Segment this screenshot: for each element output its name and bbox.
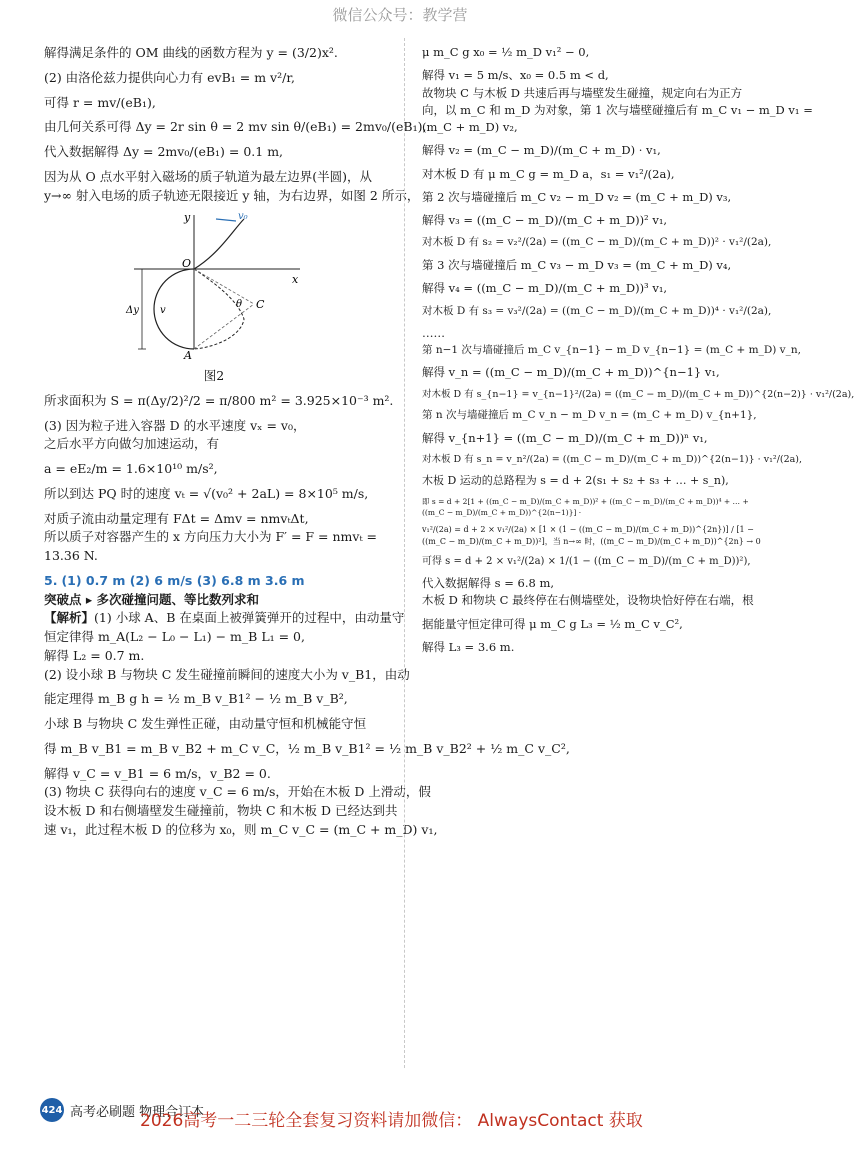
- text-line: 得 m_B v_B1 = m_B v_B2 + m_C v_C，½ m_B v_B1² = ½ m_B v_B2² + ½ m_C v_C²,: [44, 740, 570, 756]
- text-line: ……: [422, 326, 445, 341]
- text-line: 所求面积为 S = π(Δy/2)²/2 = π/800 m² = 3.925×10⁻³ m².: [44, 392, 394, 408]
- fig-label-a: A: [184, 349, 192, 363]
- text-line: 故物块 C 与木板 D 共速后再与墙壁发生碰撞，规定向右为正方: [422, 85, 743, 100]
- text-line: 对木板 D 有 s_n = v_n²/(2a) = ((m_C − m_D)/(m_C + m_D))^{2(n−1)} · v₁²/(2a),: [422, 453, 803, 465]
- right-column: [422, 38, 854, 656]
- text-line: 能定理得 m_B g h = ½ m_B v_B1² − ½ m_B v_B²,: [44, 691, 348, 707]
- text-line: (3) 因为粒子进入容器 D 的水平速度 vₓ = v₀，: [44, 417, 306, 433]
- fig-label-x: x: [292, 273, 299, 287]
- text-line: 解得 v₄ = ((m_C − m_D)/(m_C + m_D))³ v₁,: [422, 281, 668, 296]
- page-number: 424: [40, 1098, 64, 1122]
- text-line: 代入数据解得 s = 6.8 m,: [422, 576, 555, 590]
- figure-caption: 图2: [203, 368, 225, 383]
- text-line: 解得 v_n = ((m_C − m_D)/(m_C + m_D))^{n−1} v₁,: [422, 365, 720, 380]
- text-line: a = eE₂/m = 1.6×10¹⁰ m/s²,: [44, 461, 218, 476]
- question-5-answer: [44, 572, 390, 591]
- question-number: 5.: [44, 572, 58, 588]
- text-line: 代入数据解得 Δy = 2mv₀/(eB₁) = 0.1 m,: [44, 144, 284, 159]
- text-line: 13.36 N.: [44, 548, 98, 563]
- text-line: 速 v₁，此过程木板 D 的位移为 x₀，则 m_C v_C = (m_C + m_D) v₁,: [44, 821, 438, 837]
- text-line: 向，以 m_C 和 m_D 为对象，第 1 次与墙壁碰撞后有 m_C v₁ − m_D v₁ =: [422, 102, 813, 117]
- text-line: (2) 由洛伦兹力提供向心力有 evB₁ = m v²/r,: [44, 69, 295, 85]
- text-line: 对质子流由动量定理有 FΔt = Δmv = nmvₜΔt,: [44, 510, 309, 526]
- text-line: μ m_C g x₀ = ½ m_D v₁² − 0,: [422, 45, 590, 59]
- text-line: 第 3 次与墙碰撞后 m_C v₃ − m_D v₃ = (m_C + m_D) v₄,: [422, 258, 732, 272]
- text-line: 所以质子对容器产生的 x 方向压力大小为 F′ = F = nmvₜ =: [44, 529, 377, 545]
- text-line: 由几何关系可得 Δy = 2r sin θ = 2 mv sin θ/(eB₁) = 2mv₀/(eB₁),: [44, 119, 427, 135]
- text-line: 第 2 次与墙碰撞后 m_C v₂ − m_D v₂ = (m_C + m_D) v₃,: [422, 189, 732, 204]
- text-line: 第 n 次与墙碰撞后 m_C v_n − m_D v_n = (m_C + m_D) v_{n+1},: [422, 408, 757, 421]
- text-line: 解得 v₁ = 5 m/s、x₀ = 0.5 m < d,: [422, 68, 609, 83]
- breakthrough-label: 突破点 ▸ 多次碰撞问题、等比数列求和: [44, 591, 259, 607]
- trajectory-figure: [124, 209, 304, 363]
- top-watermark: 微信公众号：教学营: [332, 6, 468, 24]
- fig-label-dy: Δy: [126, 305, 139, 317]
- text-line: 对木板 D 有 s₃ = v₃²/(2a) = ((m_C − m_D)/(m_C + m_D))⁴ · v₁²/(2a),: [422, 304, 772, 317]
- text-line: (2) 设小球 B 与物块 C 发生碰撞前瞬间的速度大小为 v_B1，由动: [44, 666, 410, 682]
- text-line: 解得 v_{n+1} = ((m_C − m_D)/(m_C + m_D))ⁿ v₁,: [422, 430, 708, 445]
- fig-label-y: y: [184, 211, 191, 225]
- fig-label-v: v: [160, 305, 166, 317]
- text-line: 恒定律得 m_A(L₂ − L₀ − L₁) − m_B L₁ = 0,: [44, 629, 305, 644]
- text-line: v₁²/(2a) = d + 2 × v₁²/(2a) × [1 × (1 − ((m_C − m_D)/(m_C + m_D))^{2n})] / [1 − ((m_C − m_D)/(m_C + m_D))²]，当 n→∞ 时，((m_C − m_D)/(m_C + m_D))^{2n} → 0: [422, 525, 761, 546]
- column-divider: [404, 38, 405, 1068]
- text-line: 设木板 D 和右侧墙壁发生碰撞前，物块 C 和木板 D 已经达到共: [44, 803, 398, 818]
- answer-text: (1) 0.7 m (2) 6 m/s (3) 6.8 m 3.6 m: [61, 572, 305, 588]
- text-line: 木板 D 运动的总路程为 s = d + 2(s₁ + s₂ + s₃ + … + s_n),: [422, 474, 729, 487]
- text-line: 可得 s = d + 2 × v₁²/(2a) × 1/(1 − ((m_C − m_D)/(m_C + m_D))²),: [422, 556, 751, 567]
- text-line: 可得 r = mv/(eB₁),: [44, 94, 156, 110]
- text-line: 解得 v₂ = (m_C − m_D)/(m_C + m_D) · v₁,: [422, 143, 661, 158]
- text-line: 解得 v₃ = ((m_C − m_D)/(m_C + m_D))² v₁,: [422, 213, 668, 227]
- fig-label-theta: θ: [236, 299, 243, 311]
- book-title: 高考必刷题 物理合订本: [70, 1104, 205, 1120]
- text-line: 所以到达 PQ 时的速度 vₜ = √(v₀² + 2aL) = 8×10⁵ m/s,: [44, 485, 369, 501]
- text-line: 解得 L₃ = 3.6 m.: [422, 639, 515, 654]
- text-line: (1) 小球 A、B 在桌面上被弹簧弹开的过程中，由动量守: [94, 610, 405, 626]
- text-line: 据能量守恒定律可得 μ m_C g L₃ = ½ m_C v_C²,: [422, 616, 683, 631]
- text-line: 因为从 O 点水平射入磁场的质子轨道为最左边界(半圆)，从: [44, 168, 372, 184]
- text-line: y→∞ 射入电场的质子轨迹无限接近 y 轴，为右边界，如图 2 所示，: [44, 187, 420, 203]
- text-line: 对木板 D 有 μ m_C g = m_D a，s₁ = v₁²/(2a),: [422, 166, 675, 181]
- text-line: 小球 B 与物块 C 发生弹性正碰，由动量守恒和机械能守恒: [44, 716, 367, 731]
- text-line: (m_C + m_D) v₂,: [422, 120, 518, 134]
- fig-label-v0: v₀: [238, 211, 248, 223]
- text-line: 解得 v_C = v_B1 = 6 m/s，v_B2 = 0.: [44, 765, 271, 781]
- text-line: 解得 L₂ = 0.7 m.: [44, 647, 145, 663]
- fig-label-o: O: [182, 257, 192, 271]
- fig-label-c: C: [256, 298, 265, 312]
- text-line: 对木板 D 有 s₂ = v₂²/(2a) = ((m_C − m_D)/(m_C + m_D))² · v₁²/(2a),: [422, 236, 772, 249]
- text-line: 解得满足条件的 OM 曲线的函数方程为 y = (3/2)x².: [44, 45, 338, 60]
- text-line: 第 n−1 次与墙碰撞后 m_C v_{n−1} − m_D v_{n−1} = (m_C + m_D) v_n,: [422, 343, 801, 356]
- text-line: 木板 D 和物块 C 最终停在右侧墙壁处，设物块恰好停在右端，根: [422, 593, 754, 608]
- text-line: 即 s = d + 2[1 + ((m_C − m_D)/(m_C + m_D))² + ((m_C − m_D)/(m_C + m_D))⁴ + … + ((m_C − m_D)/(m_C + m_D))^{2(n−1)}] ·: [422, 496, 749, 517]
- text-line: 对木板 D 有 s_{n−1} = v_{n−1}²/(2a) = ((m_C − m_D)/(m_C + m_D))^{2(n−2)} · v₁²/(2a),: [422, 388, 854, 400]
- bottom-watermark: 2026高考一二三轮全套复习资料请加微信： AlwaysContact 获取: [140, 1111, 643, 1131]
- text-line: 之后水平方向做匀加速运动，有: [44, 436, 220, 452]
- analysis-tag: 【解析】: [44, 610, 95, 626]
- text-line: (3) 物块 C 获得向右的速度 v_C = 6 m/s，开始在木板 D 上滑动，假: [44, 784, 431, 800]
